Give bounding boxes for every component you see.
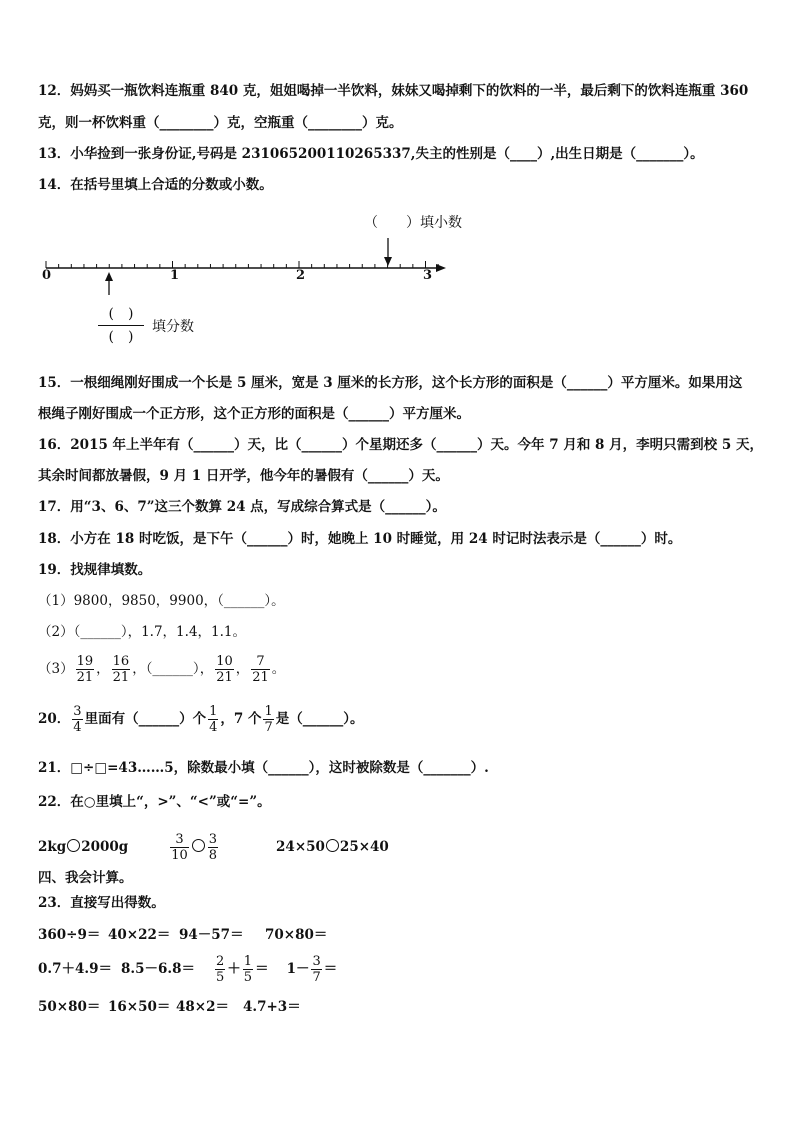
- q20-frac-2: [208, 704, 218, 735]
- q22-expressions: [38, 830, 389, 864]
- q15-line2: 根绳子刚好围成一个正方形，这个正方形的面积是（______）平方厘米。: [38, 406, 470, 422]
- frac-bar: [98, 325, 144, 326]
- q23-title: 23．直接写出得数。: [38, 895, 165, 911]
- calc-item: 4.7+3＝: [243, 999, 301, 1015]
- q19-frac-2: [112, 654, 131, 685]
- q19-p3: [38, 652, 285, 686]
- q22-e3-right: 25×40: [339, 839, 389, 855]
- q19-p3-label: （3）: [38, 661, 74, 677]
- frac-den: 5: [243, 970, 253, 985]
- frac-den: 8: [208, 848, 218, 863]
- sep: ，: [132, 661, 146, 677]
- q19-blank: （______）: [145, 661, 200, 677]
- calc-item: 16×50＝: [108, 999, 171, 1015]
- q12-line1: 12．妈妈买一瓶饮料连瓶重 840 克，姐姐喝掉一半饮料，妹妹又喝掉剩下的饮料的一半，最后剩下的饮料连瓶重 360: [38, 83, 749, 99]
- frac-num: 10: [216, 654, 233, 669]
- frac-den: 7: [264, 720, 273, 735]
- frac-num: 19: [76, 654, 94, 669]
- frac-num: 1: [243, 954, 253, 969]
- frac-den: 21: [112, 670, 130, 685]
- section-heading: 四、我会计算。: [38, 870, 133, 886]
- equals-sign: ＝: [255, 961, 269, 977]
- frac-den: 10: [171, 848, 188, 863]
- q20-text-1: 里面有（______）个: [84, 711, 207, 727]
- frac-num: 16: [112, 654, 130, 669]
- q22-frac-1: [170, 832, 189, 863]
- calc-item: 94－57＝: [179, 927, 244, 943]
- calc-item: 8.5－6.8＝: [121, 961, 195, 977]
- frac-num: 1: [209, 704, 218, 719]
- frac-num: 2: [216, 954, 225, 969]
- compare-circle: [326, 839, 339, 852]
- q22-e1-left: 2kg: [38, 839, 67, 855]
- frac-den: 5: [216, 970, 225, 985]
- calc-item: 70×80＝: [265, 927, 328, 943]
- calc-item: 360÷9＝: [38, 927, 101, 943]
- tick-label-3: 3: [423, 268, 433, 283]
- q23-frac-2: [243, 954, 253, 985]
- sep: ，: [96, 661, 110, 677]
- frac-den: 7: [312, 970, 321, 985]
- number-line: [30, 235, 460, 295]
- end-mark: 。: [271, 661, 286, 677]
- q20-frac-1: [72, 704, 82, 735]
- calc-item: 0.7＋4.9＝: [38, 961, 112, 977]
- q23-row2: [38, 950, 337, 988]
- tick-label-1: 1: [170, 268, 180, 283]
- frac-den: 21: [252, 670, 269, 685]
- frac-num-paren: ( ): [108, 306, 134, 322]
- tick-label-2: 2: [296, 268, 306, 283]
- q19-frac-3: [215, 654, 234, 685]
- sep: ，: [199, 661, 214, 677]
- q22-frac-2: [208, 832, 218, 863]
- q23-frac-3: [311, 954, 321, 985]
- sep: ，: [235, 661, 250, 677]
- q17: 17．用“3、6、7”这三个数算 24 点，写成综合算式是（______）。: [38, 499, 446, 515]
- q19-title: 19．找规律填数。: [38, 562, 152, 578]
- plus-sign: ＋: [227, 961, 241, 977]
- q22-e3-left: 24×50: [276, 839, 325, 855]
- q19-p1: （1）9800，9850，9900，（______）。: [38, 593, 285, 609]
- calc-item: 1－: [286, 961, 310, 977]
- frac-num: 7: [256, 654, 265, 669]
- compare-circle: [67, 839, 80, 852]
- compare-circle: [192, 839, 205, 852]
- q23-frac-1: [215, 954, 225, 985]
- frac-den: 21: [76, 670, 94, 685]
- frac-den: 4: [209, 720, 218, 735]
- calc-item: 40×22＝: [108, 927, 171, 943]
- q20-frac-3: [263, 704, 273, 735]
- tick-label-0: 0: [42, 268, 52, 283]
- frac-num: 3: [312, 954, 321, 969]
- q19-frac-1: [76, 654, 95, 685]
- q21: 21．□÷□=43……5，除数最小填（______），这时被除数是（_______）.: [38, 760, 489, 776]
- frac-den-paren: ( ): [108, 329, 134, 345]
- q20-text-2: ，7 个: [220, 711, 262, 727]
- frac-num: 3: [73, 704, 82, 719]
- q23-row1: [38, 926, 327, 944]
- q20-text-3: 是（______）。: [275, 711, 364, 727]
- q19-frac-4: [251, 654, 270, 685]
- q19-p2: （2）（______），1.7，1.4，1.1。: [38, 624, 246, 640]
- q13: 13．小华捡到一张身份证,号码是 231065200110265337,失主的性别是（____）,出生日期是（_______）。: [38, 146, 704, 162]
- frac-num: 3: [175, 832, 184, 847]
- fraction-label: 填分数: [152, 319, 194, 335]
- calc-item: 50×80＝: [38, 999, 101, 1015]
- q20: [38, 702, 363, 736]
- decimal-label: （ ）填小数: [364, 215, 462, 231]
- q20-prefix: 20．: [38, 711, 71, 727]
- q23-row3: [38, 998, 301, 1016]
- equals-sign: ＝: [323, 961, 338, 977]
- q15-line1: 15．一根细绳刚好围成一个长是 5 厘米，宽是 3 厘米的长方形，这个长方形的面积是（______）平方厘米。如果用这: [38, 375, 743, 391]
- frac-num: 1: [264, 704, 273, 719]
- q16-line2: 其余时间都放暑假，9 月 1 日开学，他今年的暑假有（______）天。: [38, 468, 449, 484]
- calc-item: 48×2＝: [176, 999, 229, 1015]
- q14-text: 14．在括号里填上合适的分数或小数。: [38, 177, 273, 193]
- q22-e1-right: 2000g: [81, 839, 129, 855]
- frac-den: 21: [216, 670, 233, 685]
- q12-line2: 克，则一杯饮料重（________）克，空瓶重（________）克。: [38, 115, 403, 131]
- q22-text: 22．在○里填上“，>”、“<”或“=”。: [38, 794, 271, 810]
- q16-line1: 16．2015 年上半年有（______）天，比（______）个星期还多（______）天。今年 7 月和 8 月，李明只需到校 5 天，: [38, 437, 763, 453]
- frac-num: 3: [208, 832, 218, 847]
- frac-den: 4: [73, 720, 82, 735]
- q18: 18．小方在 18 时吃饭，是下午（______）时，她晚上 10 时睡觉，用 24 时记时法表示是（______）时。: [38, 531, 682, 547]
- fraction-blank: [98, 305, 144, 346]
